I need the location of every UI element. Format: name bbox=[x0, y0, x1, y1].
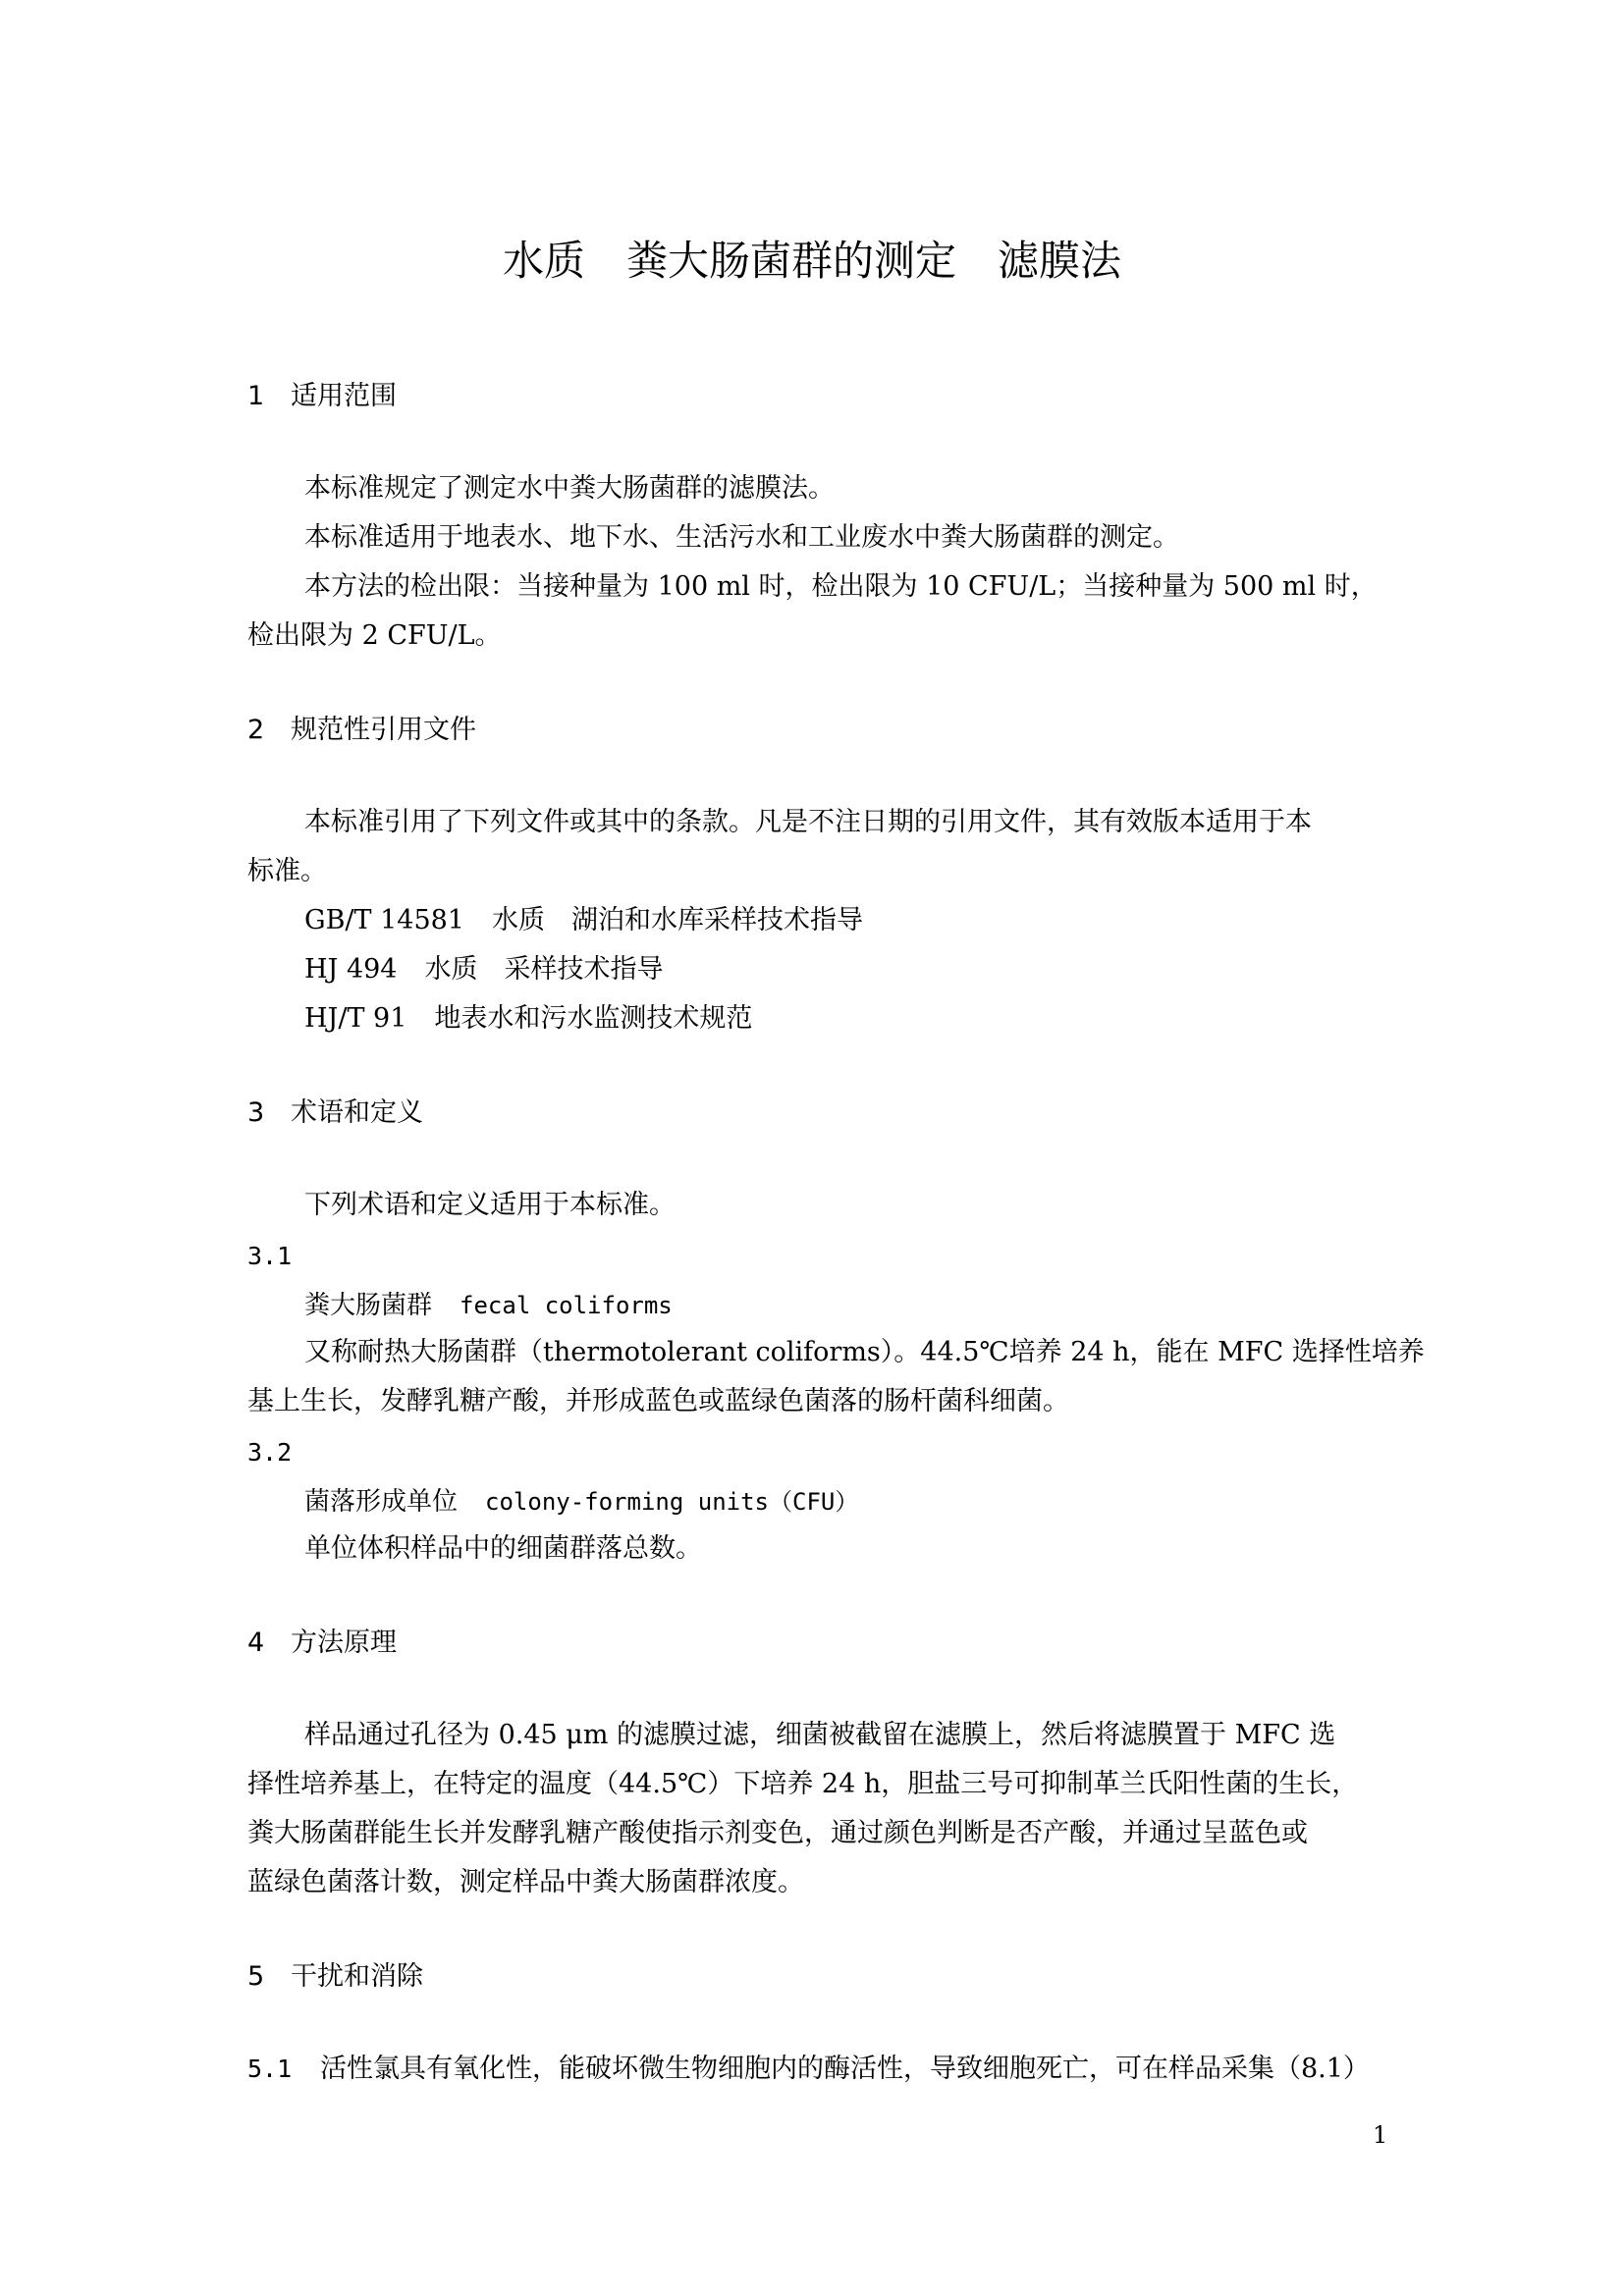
paragraph: 本标准适用于地表水、地下水、生活污水和工业废水中粪大肠菌群的测定。 bbox=[304, 522, 1179, 553]
paragraph-continuation: 蓝绿色菌落计数，测定样品中粪大肠菌群浓度。 bbox=[247, 1867, 804, 1897]
paragraph-continuation: 择性培养基上，在特定的温度（44.5℃）下培养 24 h，胆盐三号可抑制革兰氏阳性菌的生长， bbox=[247, 1769, 1359, 1799]
term-definition: 单位体积样品中的细菌群落总数。 bbox=[304, 1533, 702, 1564]
section-1-heading bbox=[247, 379, 397, 414]
section-3-heading bbox=[247, 1095, 423, 1131]
reference-title: 水质 采样技术指导 bbox=[424, 954, 664, 985]
section-5-heading bbox=[247, 1959, 423, 1995]
section-number: 5 bbox=[247, 1961, 265, 1992]
paragraph-continuation: 检出限为 2 CFU/L。 bbox=[247, 620, 502, 651]
reference-item bbox=[304, 903, 863, 938]
paragraph: 本标准规定了测定水中粪大肠菌群的滤膜法。 bbox=[304, 473, 835, 504]
reference-item bbox=[304, 952, 664, 988]
term-number: 3.1 bbox=[247, 1242, 293, 1270]
section-title: 适用范围 bbox=[291, 381, 397, 411]
reference-code: GB/T 14581 bbox=[304, 905, 464, 935]
section-4-heading bbox=[247, 1626, 397, 1661]
paragraph: 本标准引用了下列文件或其中的条款。凡是不注日期的引用文件，其有效版本适用于本 bbox=[304, 807, 1312, 837]
paragraph: 下列术语和定义适用于本标准。 bbox=[304, 1190, 676, 1220]
section-title: 术语和定义 bbox=[291, 1097, 423, 1128]
subsection-text: 活性氯具有氧化性，能破坏微生物细胞内的酶活性，导致细胞死亡，可在样品采集（8.1） bbox=[320, 2054, 1370, 2084]
term-en: fecal coliforms bbox=[460, 1292, 673, 1319]
paragraph-continuation: 粪大肠菌群能生长并发酵乳糖产酸使指示剂变色，通过颜色判断是否产酸，并通过呈蓝色或 bbox=[247, 1818, 1308, 1848]
section-number: 4 bbox=[247, 1628, 265, 1658]
section-2-heading bbox=[247, 713, 476, 748]
term-heading bbox=[304, 1484, 858, 1520]
paragraph: 样品通过孔径为 0.45 μm 的滤膜过滤，细菌被截留在滤膜上，然后将滤膜置于 MFC 选 bbox=[304, 1720, 1336, 1750]
reference-item bbox=[304, 1001, 752, 1037]
term-definition-continuation: 基上生长，发酵乳糖产酸，并形成蓝色或蓝绿色菌落的肠杆菌科细菌。 bbox=[247, 1386, 1069, 1416]
paragraph-continuation: 标准。 bbox=[247, 856, 327, 886]
section-number: 1 bbox=[247, 381, 265, 411]
term-number: 3.2 bbox=[247, 1438, 293, 1467]
subsection-5-1 bbox=[247, 2052, 1370, 2087]
section-number: 3 bbox=[247, 1097, 265, 1128]
paragraph: 本方法的检出限：当接种量为 100 ml 时，检出限为 10 CFU/L；当接种量为 500 ml 时， bbox=[304, 571, 1378, 602]
section-number: 2 bbox=[247, 715, 265, 745]
section-title: 规范性引用文件 bbox=[291, 715, 476, 745]
section-title: 方法原理 bbox=[291, 1628, 397, 1658]
term-heading bbox=[304, 1288, 673, 1323]
reference-title: 地表水和污水监测技术规范 bbox=[434, 1003, 753, 1034]
subsection-number: 5.1 bbox=[247, 2055, 293, 2083]
section-title: 干扰和消除 bbox=[291, 1961, 423, 1992]
term-en: colony-forming units（CFU） bbox=[485, 1488, 859, 1516]
page-title: 水质 粪大肠菌群的测定 滤膜法 bbox=[502, 237, 1121, 285]
page-number: 1 bbox=[1373, 2121, 1388, 2149]
reference-title: 水质 湖泊和水库采样技术指导 bbox=[492, 905, 863, 935]
reference-code: HJ 494 bbox=[304, 954, 398, 985]
term-definition: 又称耐热大肠菌群（thermotolerant coliforms）。44.5℃培养 24 h，能在 MFC 选择性培养 bbox=[304, 1337, 1425, 1367]
reference-code: HJ/T 91 bbox=[304, 1003, 407, 1034]
term-zh: 粪大肠菌群 bbox=[304, 1291, 433, 1320]
term-zh: 菌落形成单位 bbox=[304, 1487, 459, 1517]
